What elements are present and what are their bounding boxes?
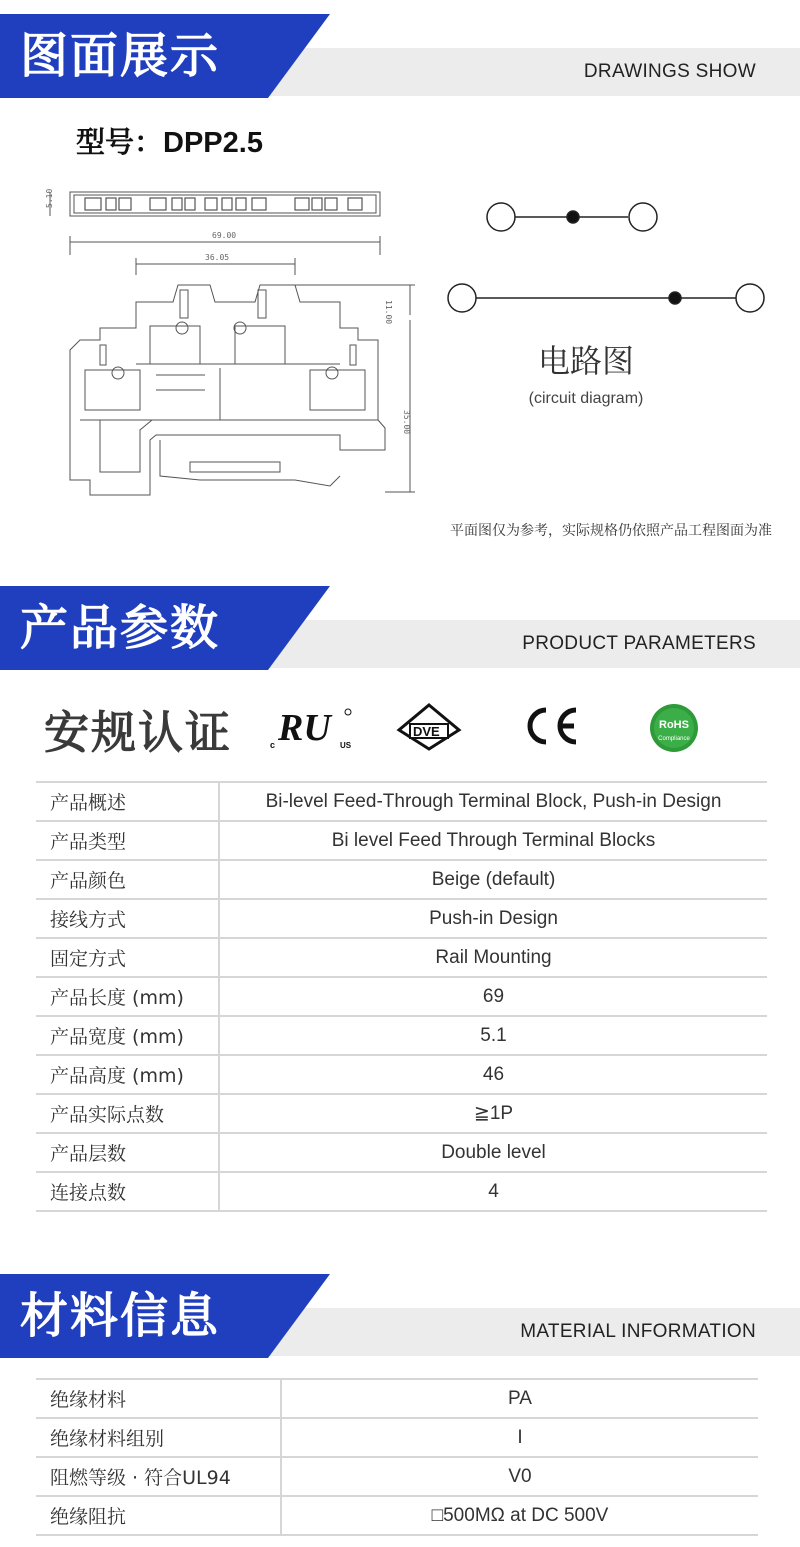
params-section-header <box>0 572 800 670</box>
spec-value: 4 <box>219 1172 767 1211</box>
parameter-row <box>36 1055 767 1094</box>
drawing-disclaimer: 平面图仅为参考，实际规格仍依照产品工程图面为准 <box>450 523 772 539</box>
spec-label: 连接点数 <box>36 1172 219 1211</box>
section-title-cn: 材料信息 <box>20 1288 221 1344</box>
spec-value: PA <box>281 1379 758 1418</box>
circuit-diagram <box>440 190 780 330</box>
ce-icon <box>522 704 582 748</box>
model-line <box>76 120 263 161</box>
material-table <box>36 1378 758 1536</box>
spec-label: 产品宽度 (mm) <box>36 1016 219 1055</box>
ul-icon <box>270 704 356 750</box>
spec-label: 绝缘材料组别 <box>36 1418 281 1457</box>
section-title-en: MATERIAL INFORMATION <box>520 1321 756 1342</box>
spec-value: Double level <box>219 1133 767 1172</box>
spec-label: 产品实际点数 <box>36 1094 219 1133</box>
parameters-table <box>36 781 767 1212</box>
spec-value: ≧1P <box>219 1094 767 1133</box>
certification-title: 安规认证 <box>44 706 233 759</box>
spec-label: 接线方式 <box>36 899 219 938</box>
spec-value: 69 <box>219 977 767 1016</box>
spec-label: 产品概述 <box>36 782 219 821</box>
spec-value: Push-in Design <box>219 899 767 938</box>
material-row <box>36 1379 758 1418</box>
spec-value: Bi level Feed Through Terminal Blocks <box>219 821 767 860</box>
section-title-cn: 产品参数 <box>20 600 221 656</box>
section-tab <box>0 14 330 98</box>
vde-icon <box>396 702 462 752</box>
spec-label: 产品颜色 <box>36 860 219 899</box>
parameter-row <box>36 1133 767 1172</box>
spec-value: 5.1 <box>219 1016 767 1055</box>
section-title-en: DRAWINGS SHOW <box>583 61 756 82</box>
circuit-subtitle: (circuit diagram) <box>528 390 644 407</box>
parameter-row <box>36 899 767 938</box>
spec-value: Rail Mounting <box>219 938 767 977</box>
spec-label: 固定方式 <box>36 938 219 977</box>
circuit-title: 电路图 <box>537 342 634 380</box>
spec-value: □500MΩ at DC 500V <box>281 1496 758 1535</box>
material-row <box>36 1418 758 1457</box>
spec-value: V0 <box>281 1457 758 1496</box>
parameter-row <box>36 1094 767 1133</box>
spec-label: 绝缘阻抗 <box>36 1496 281 1535</box>
svg-text:DVE: DVE <box>413 724 440 739</box>
parameter-row <box>36 1016 767 1055</box>
parameter-row <box>36 1172 767 1211</box>
spec-value: I <box>281 1418 758 1457</box>
spec-label: 产品高度 (mm) <box>36 1055 219 1094</box>
spec-label: 产品层数 <box>36 1133 219 1172</box>
parameter-row <box>36 860 767 899</box>
section-title-cn: 图面展示 <box>20 28 221 84</box>
svg-text:c: c <box>270 740 276 750</box>
rohs-icon <box>648 702 700 754</box>
section-tab <box>0 586 330 670</box>
svg-text:RU: RU <box>278 707 331 749</box>
spec-value: Bi-level Feed-Through Terminal Block, Push-in Design <box>219 782 767 821</box>
parameter-row <box>36 782 767 821</box>
spec-label: 产品长度 (mm) <box>36 977 219 1016</box>
spec-value: 46 <box>219 1055 767 1094</box>
material-section-header <box>0 1260 800 1358</box>
section-title-en: PRODUCT PARAMETERS <box>522 633 756 654</box>
material-row <box>36 1457 758 1496</box>
spec-label: 绝缘材料 <box>36 1379 281 1418</box>
dim-upper: 11.00 <box>384 300 393 325</box>
model-code: DPP2.5 <box>163 127 263 159</box>
material-row <box>36 1496 758 1535</box>
parameter-row <box>36 977 767 1016</box>
rohs-subtext: Compliance <box>658 736 690 742</box>
dim-pitch: 36.05 <box>205 253 230 262</box>
dim-height: 35.00 <box>402 410 411 435</box>
model-label: 型号： <box>76 125 164 159</box>
parameter-row <box>36 821 767 860</box>
section-tab <box>0 1274 330 1358</box>
spec-value: Beige (default) <box>219 860 767 899</box>
rohs-text: RoHS <box>659 719 689 731</box>
spec-label: 阻燃等级 · 符合UL94 <box>36 1457 281 1496</box>
dim-width: 5.10 <box>45 188 54 208</box>
dim-length: 69.00 <box>212 231 237 240</box>
terminal-block-drawing <box>40 180 420 500</box>
drawings-section-header <box>0 0 800 98</box>
parameter-row <box>36 938 767 977</box>
spec-label: 产品类型 <box>36 821 219 860</box>
svg-text:US: US <box>340 741 352 750</box>
